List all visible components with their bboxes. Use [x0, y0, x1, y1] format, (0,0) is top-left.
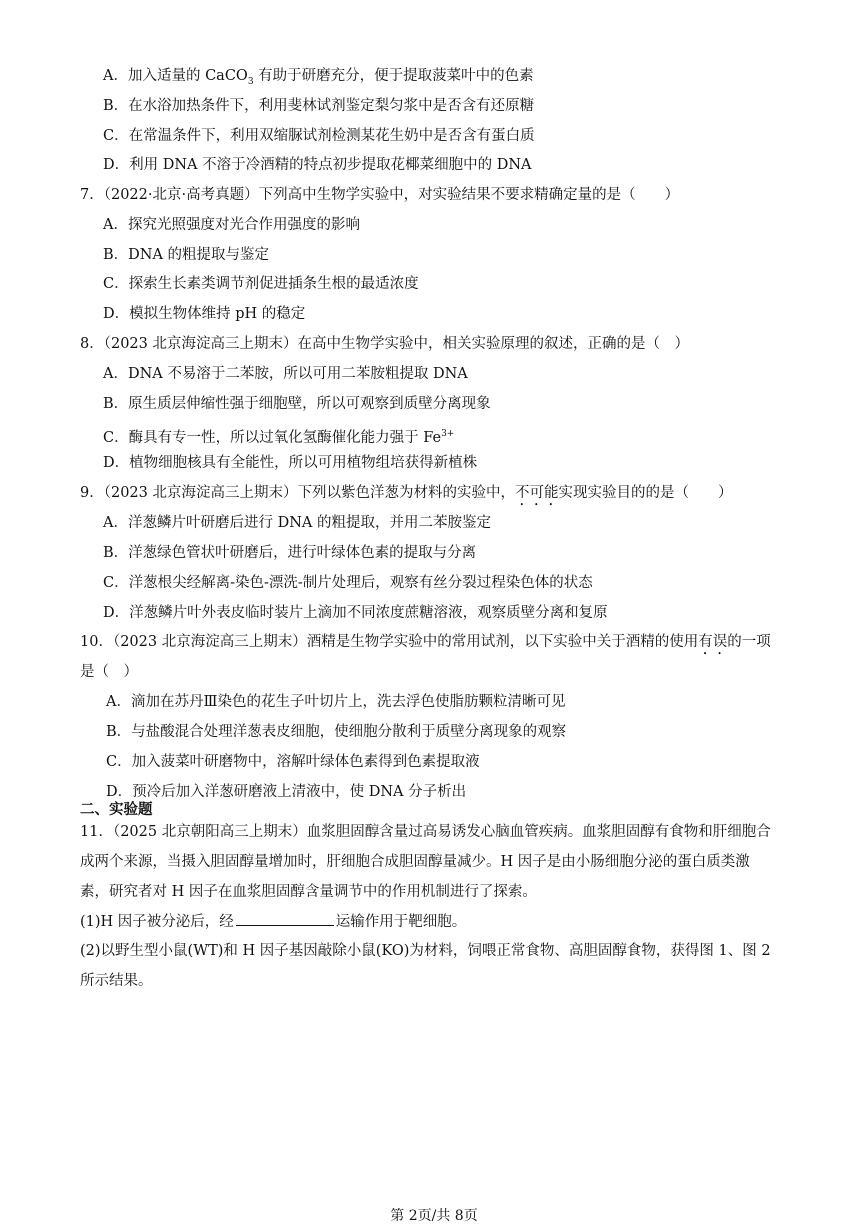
page-number: 第 2页/共 8页 [390, 1208, 478, 1224]
q7-option-a: A．探究光照强度对光合作用强度的影响 [103, 217, 360, 233]
q11-subquestion-1: (1)H 因子被分泌后，经 运输作用于靶细胞。 [80, 911, 466, 932]
q9-option-d: D．洋葱鳞片叶外表皮临时装片上滴加不同浓度蔗糖溶液，观察质壁分离和复原 [103, 605, 608, 621]
q6-option-c: C．在常温条件下，利用双缩脲试剂检测某花生奶中是否含有蛋白质 [103, 128, 535, 144]
q8-stem: 8．（2023 北京海淀高三上期末）在高中生物学实验中，相关实验原理的叙述，正确的是（ ） [80, 336, 689, 352]
q7-stem: 7．（2022·北京·高考真题）下列高中生物学实验中，对实验结果不要求精确定量的是（ ） [80, 187, 680, 203]
q10-option-d: D．预冷后加入洋葱研磨液上清液中，使 DNA 分子析出 [106, 784, 467, 800]
q10-stem-continued: 是（ ） [80, 664, 138, 680]
section-heading: 二、实验题 [80, 801, 153, 818]
q11-stem-line-2: 成两个来源，当摄入胆固醇量增加时，肝细胞合成胆固醇量减少。H 因子是由小肠细胞分泌的蛋白质类激 [80, 854, 750, 870]
q11-subquestion-2-continued: 所示结果。 [80, 973, 153, 989]
answer-blank [236, 911, 334, 926]
q8-option-a: A．DNA 不易溶于二苯胺，所以可用二苯胺粗提取 DNA [103, 366, 468, 382]
q10-option-b: B．与盐酸混合处理洋葱表皮细胞，使细胞分散利于质壁分离现象的观察 [106, 724, 567, 740]
q9-option-a: A．洋葱鳞片叶研磨后进行 DNA 的粗提取，并用二苯胺鉴定 [103, 515, 491, 531]
q7-option-b: B．DNA 的粗提取与鉴定 [103, 247, 270, 263]
q7-option-c: C．探索生长素类调节剂促进插条生根的最适浓度 [103, 276, 419, 292]
q8-option-c: C．酶具有专一性，所以过氧化氢酶催化能力强于 $Fe^{3+}$ [103, 429, 455, 446]
q9-option-b: B．洋葱绿色管状叶研磨后，进行叶绿体色素的提取与分离 [103, 545, 477, 561]
q6-option-d: D．利用 DNA 不溶于冷酒精的特点初步提取花椰菜细胞中的 DNA [103, 157, 532, 173]
q11-stem-line-3: 素，研究者对 H 因子在血浆胆固醇含量调节中的作用机制进行了探索。 [80, 884, 537, 900]
q8-option-b: B．原生质层伸缩性强于细胞壁，所以可观察到质壁分离现象 [103, 396, 491, 412]
q9-stem: 9．（2023 北京海淀高三上期末）下列以紫色洋葱为材料的实验中，不可能实现实验目的的是（ ） [80, 485, 733, 501]
q10-option-a: A．滴加在苏丹Ⅲ染色的花生子叶切片上，洗去浮色使脂肪颗粒清晰可见 [106, 694, 566, 710]
q10-stem: 10．（2023 北京海淀高三上期末）酒精是生物学实验中的常用试剂，以下实验中关于酒精的使用有误的一项 [80, 634, 771, 650]
q10-option-c: C．加入菠菜叶研磨物中，溶解叶绿体色素得到色素提取液 [106, 754, 480, 770]
q7-option-d: D．模拟生物体维持 pH 的稳定 [103, 306, 306, 322]
q11-stem-line-1: 11．（2025 北京朝阳高三上期末）血浆胆固醇含量过高易诱发心脑血管疾病。血浆胆固醇有食物和肝细胞合 [80, 824, 771, 840]
q11-subquestion-2: (2)以野生型小鼠(WT)和 H 因子基因敲除小鼠(KO)为材料，饲喂正常食物、高胆固醇食物，获得图 1、图 2 [80, 943, 771, 959]
q6-option-b: B．在水浴加热条件下，利用斐林试剂鉴定梨匀浆中是否含有还原糖 [103, 98, 535, 114]
q8-option-d: D．植物细胞核具有全能性，所以可用植物组培获得新植株 [103, 455, 478, 471]
q6-option-a: A．加入适量的 CaCO$_3$ 有助于研磨充分，便于提取菠菜叶中的色素 [103, 68, 534, 87]
q9-option-c: C．洋葱根尖经解离-染色-漂洗-制片处理后，观察有丝分裂过程染色体的状态 [103, 575, 593, 591]
